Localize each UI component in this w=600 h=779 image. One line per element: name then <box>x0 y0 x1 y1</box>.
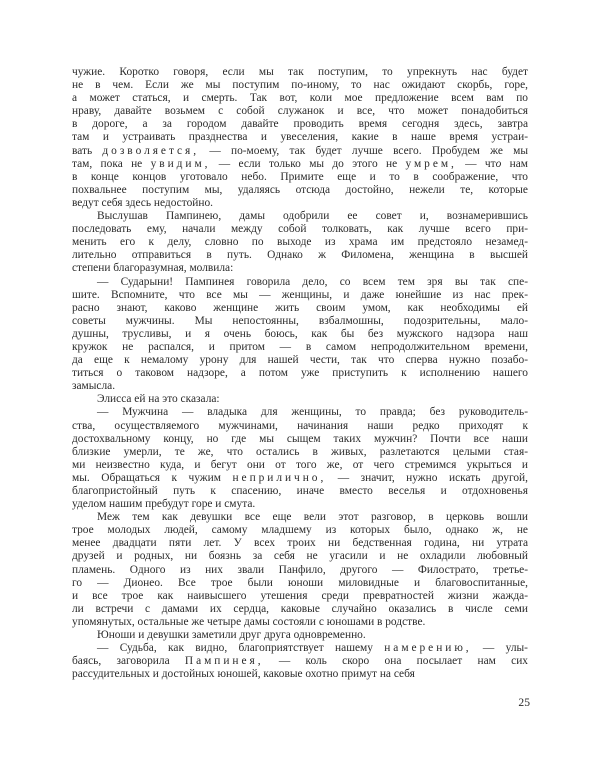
text-segment: го — Дионео. Все трое были юноши миловидные и благовоспитанные, <box>72 576 528 589</box>
text-line <box>72 603 528 616</box>
text-segment: Меж тем как девушки все еще вели этот разговор, в церковь вошли <box>97 511 528 524</box>
text-line <box>72 367 528 380</box>
text-segment: да еще к немалому урону для нашей чести, так что сперва нужно позабо- <box>72 354 528 367</box>
text-segment: в конце концов уготовало небо. Примите еще и то в соображение, что <box>72 170 528 183</box>
text-line <box>72 433 528 446</box>
text-line <box>72 289 528 302</box>
text-segment: ведут себя здесь недостойно. <box>72 196 213 209</box>
text-line <box>72 262 528 275</box>
text-line <box>72 223 528 236</box>
text-segment: трое молодых людей, самому младшему из которых было, однако ж, не <box>72 524 528 537</box>
text-segment: не в чем. Если же мы поступим по-иному, то нас ожидают скорбь, горе, <box>72 79 528 92</box>
text-segment: там и устраивать празднества и увеселения, какие в наше время устраи- <box>72 131 528 144</box>
text-segment: — Сударыни! Пампинея говорила дело, со всем тем зря вы так спе- <box>97 275 528 288</box>
text-segment: нам <box>501 157 528 170</box>
text-line <box>72 406 528 419</box>
text-segment: близкие умерли, те же, что остались в живых, разлетаются целыми стая- <box>72 445 528 458</box>
text-block <box>72 66 528 681</box>
emphasized-spaced-text: умрем, <box>405 157 457 170</box>
text-line <box>72 145 528 158</box>
text-segment: лительно отправиться в путь. Однако ж Филомена, женщина в высшей <box>72 249 528 262</box>
text-line <box>72 210 528 223</box>
paragraph <box>72 276 528 394</box>
page-number: 25 <box>518 696 530 709</box>
text-line <box>72 79 528 92</box>
text-segment: кружок не распался, и притом — в самом непродолжительном времени, <box>72 340 528 353</box>
paragraph <box>72 406 528 511</box>
text-line <box>72 564 528 577</box>
text-line <box>72 341 528 354</box>
text-segment: — коль скоро она посылает нам сих <box>263 655 528 668</box>
text-line <box>72 118 528 131</box>
text-segment: достохвальному концу, но где мы сыщем таких мужчин? Почти все наши <box>72 432 528 445</box>
emphasized-spaced-text: намерению, <box>384 642 472 655</box>
text-segment: упомянутых, остальные же четыре дамы состояли с юношами в родстве. <box>72 615 426 628</box>
text-line <box>72 302 528 315</box>
text-segment: Выслушав Пампинею, дамы одобрили ее совет и, вознамерившись <box>97 210 528 223</box>
text-line <box>72 184 528 197</box>
text-segment: друзей и родных, ни боязнь за себя не угасили и не охладили любовный <box>72 550 528 563</box>
text-line <box>72 655 528 668</box>
text-line <box>72 354 528 367</box>
text-segment: уделом нашим пребудут горе и смута. <box>72 498 256 511</box>
text-segment: рассудительных и достойных юношей, каковые охотно примут на себя <box>72 668 415 681</box>
emphasized-spaced-text: неприлично, <box>232 471 327 484</box>
text-segment: похвальнее поступим мы, удаляясь отсюда достойно, нежели те, которые <box>72 183 528 196</box>
text-segment: — чт <box>456 157 496 170</box>
text-segment: — значит, нужно искать другой, <box>326 471 528 484</box>
text-segment: менее двадцати пяти лет. У всех троих ни бедственная година, ни утрата <box>72 537 528 550</box>
text-line <box>72 276 528 289</box>
text-line <box>72 328 528 341</box>
text-segment: ми неизвестно куда, и бегут они от того же, от чего стремимся укрыться и <box>72 458 528 471</box>
paragraph <box>72 210 528 275</box>
text-segment: — Мужчина — владыка для женщины, то правда; без руководитель- <box>97 406 528 419</box>
text-segment: мы. Обращаться к чужим <box>72 471 233 484</box>
text-line <box>72 459 528 472</box>
text-segment: ли встречи с дамами их сердца, каковые случайно оказались в числе семи <box>72 602 528 615</box>
text-line <box>72 472 528 485</box>
text-segment: благопристойный путь к спасению, иначе вместо веселья и отдохновенья <box>72 485 528 497</box>
emphasized-spaced-text: дозволяется, <box>102 144 200 157</box>
text-segment: Элисса ей на это сказала: <box>97 393 220 406</box>
text-line <box>72 105 528 118</box>
text-segment: ства, осуществляемого мужчинами, начинания наши редко приходят к <box>72 419 528 432</box>
text-line <box>72 315 528 328</box>
paragraph <box>72 66 528 210</box>
emphasized-spaced-text: увидим, <box>150 157 211 170</box>
text-line <box>72 485 528 498</box>
text-line <box>72 550 528 563</box>
text-segment: Юноши и девушки заметили друг друга одновременно. <box>97 629 366 642</box>
text-line <box>72 380 528 393</box>
text-segment: менить его к делу, словно по выходе из храма им предстояло незамед- <box>72 236 528 249</box>
text-segment: советы мужчины. Мы непостоянны, взбалмошны, подозрительны, мало- <box>72 314 528 327</box>
text-line <box>72 537 528 550</box>
text-segment: — Судьба, как видно, благоприятствует нашему <box>97 642 385 655</box>
emphasized-spaced-text: Пампинея, <box>184 655 264 668</box>
text-line <box>72 66 528 79</box>
text-segment: баясь, заговорила <box>72 655 185 668</box>
text-line <box>72 616 528 629</box>
text-line <box>72 171 528 184</box>
text-segment: замысла. <box>72 380 116 393</box>
text-segment: и все трое как наивысшего утешения среди превратностей жизни жажда- <box>72 589 528 602</box>
text-segment: — улы- <box>471 642 528 655</box>
text-line <box>72 420 528 433</box>
text-segment: чужие. Коротко говоря, если мы так поступим, то упрекнуть нас будет <box>72 66 528 78</box>
text-segment: а может статься, и смерть. Так вот, коли мое предложение всем вам по <box>72 92 528 105</box>
text-line <box>72 642 528 655</box>
text-line <box>72 158 528 171</box>
text-segment: вать <box>72 144 103 157</box>
text-line <box>72 92 528 105</box>
text-segment: титься о таковом надзоре, а потом уже приступить к исполнению нашего <box>72 367 528 380</box>
text-line <box>72 668 528 681</box>
text-segment: там, пока не <box>72 157 151 170</box>
text-segment: степени благоразумная, молвила: <box>72 262 234 275</box>
text-line <box>72 629 528 642</box>
text-line <box>72 393 528 406</box>
text-line <box>72 197 528 210</box>
paragraph <box>72 393 528 406</box>
text-segment: душны, трусливы, и я очень боюсь, как бы без мужского надзора наш <box>72 327 528 340</box>
text-line <box>72 236 528 249</box>
text-segment: — если только мы до этого не <box>210 157 406 170</box>
paragraph <box>72 629 528 642</box>
text-line <box>72 577 528 590</box>
paragraph <box>72 642 528 681</box>
text-line <box>72 131 528 144</box>
text-line <box>72 498 528 511</box>
text-segment: расно знают, каково женщине жить своим умом, как необходимы ей <box>72 301 528 314</box>
text-line <box>72 446 528 459</box>
text-line <box>72 590 528 603</box>
paragraph <box>72 511 528 629</box>
text-segment: в дороге, а за городом давайте проводить время сегодня здесь, завтра <box>72 118 528 131</box>
text-segment: пламень. Одного из них звали Панфило, другого — Филострато, третье- <box>72 563 528 576</box>
text-line <box>72 524 528 537</box>
text-line <box>72 249 528 262</box>
text-line <box>72 511 528 524</box>
italic-text: о <box>495 157 502 170</box>
text-segment: нраву, давайте возьмем с собой служанок и все, что может понадобиться <box>72 105 528 118</box>
text-segment: — по-моему, так будет лучше всего. Пробудем же мы <box>199 144 528 157</box>
text-segment: последовать ему, начали между собой толковать, как лучше всего при- <box>72 223 528 236</box>
text-segment: шите. Вспомните, что все мы — женщины, и даже юнейшие из нас прек- <box>72 288 528 301</box>
